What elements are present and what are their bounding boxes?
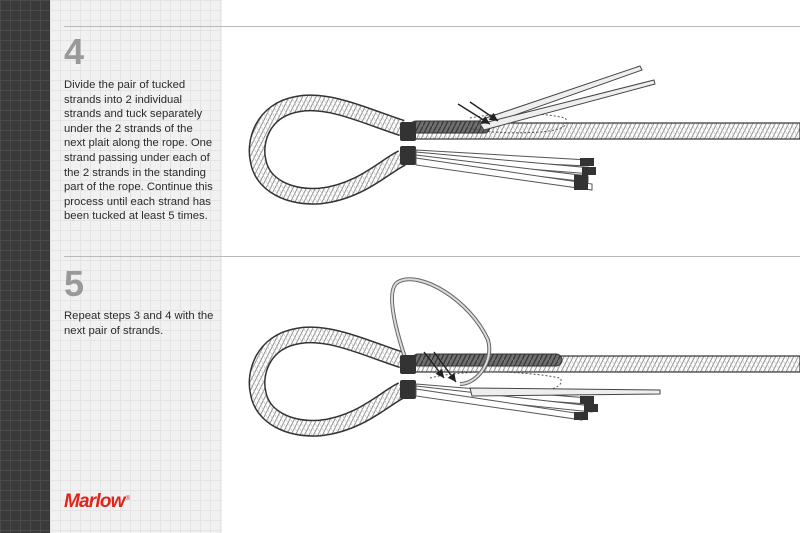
step-5-illustration	[257, 279, 800, 428]
step-4-text: Divide the pair of tucked strands into 2 individual strands and tuck separately under the 2 strands of the next plait along the rope. One strand passing under each of the 2 strands in the standing part of the rope. Continue this process until each strand has been tucked at least 5 times.	[64, 79, 213, 223]
step-5-number: 5	[64, 263, 85, 304]
registered-mark: ®	[125, 495, 130, 502]
collar-upper	[400, 122, 416, 141]
step-5-text: Repeat steps 3 and 4 with the next pair of strands.	[64, 310, 214, 337]
collar-lower	[400, 146, 416, 165]
collar-upper	[400, 355, 416, 374]
collar-lower	[400, 380, 416, 399]
logo-text: Marlow	[64, 491, 125, 512]
step-4-illustration	[257, 66, 800, 196]
tucked-strands	[410, 121, 490, 133]
step-4-number: 4	[64, 31, 85, 72]
loose-strand-tails	[416, 150, 592, 190]
needle-upper	[480, 66, 642, 126]
needle	[470, 388, 660, 396]
